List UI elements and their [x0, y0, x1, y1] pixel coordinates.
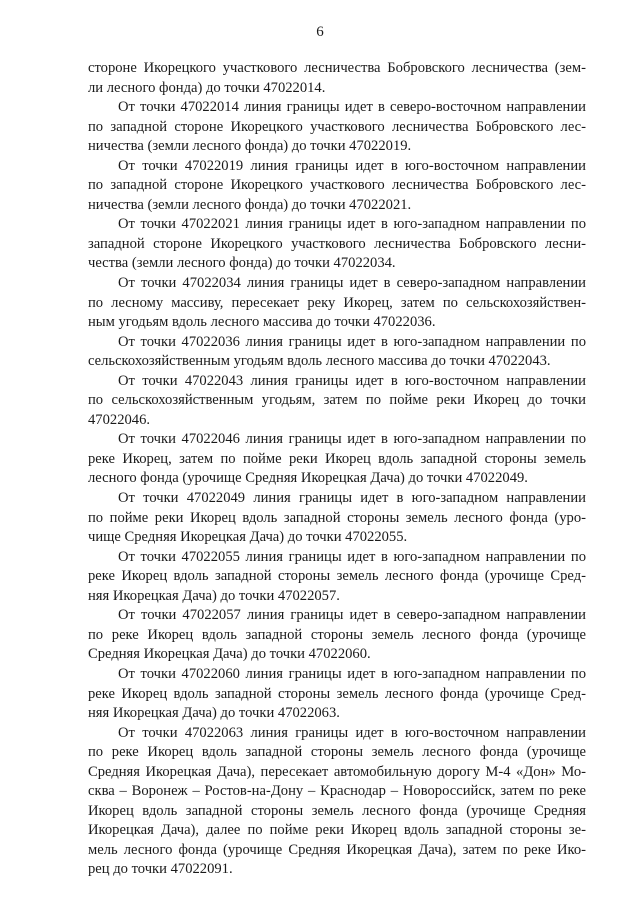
paragraph-line: западной стороне Икорецкого участкового лесничества Бобровского лесни-: [88, 235, 586, 252]
paragraph-line: лесного фонда (урочище Средняя Икорецкая Дача) до точки 47022049.: [88, 470, 528, 487]
paragraph-line: реке Икорец вдоль западной стороны земель лесного фонда (урочище Сред-: [88, 685, 586, 702]
paragraph: [88, 430, 586, 489]
paragraph: [88, 215, 586, 274]
paragraph-line: по реке Икорец вдоль западной стороны земель лесного фонда (урочище: [88, 626, 586, 643]
paragraph: [88, 333, 586, 372]
paragraph-line: От точки 47022021 линия границы идет в юго-западном направлении по: [118, 216, 586, 233]
paragraph: [88, 372, 586, 431]
paragraph-line: 47022046.: [88, 411, 151, 428]
paragraph-line: От точки 47022019 линия границы идет в юго-восточном направлении: [118, 157, 586, 174]
paragraph: [88, 489, 586, 548]
paragraph: [88, 548, 586, 607]
paragraph-line: От точки 47022063 линия границы идет в юго-восточном направлении: [118, 724, 586, 741]
paragraph: [88, 606, 586, 665]
paragraph-line: стороне Икорецкого участкового лесничества Бобровского лесничества (зем-: [88, 60, 586, 76]
paragraph-line: рец до точки 47022091.: [88, 861, 233, 878]
document-body: [88, 59, 586, 880]
paragraph-line: по лесному массиву, пересекает реку Икорец, затем по сельскохозяйствен-: [88, 294, 586, 311]
paragraph-line: ли лесного фонда) до точки 47022014.: [88, 79, 326, 96]
page-number: 6: [316, 24, 324, 40]
paragraph-line: От точки 47022014 линия границы идет в северо-восточном направлении: [118, 99, 586, 116]
paragraph-line: От точки 47022034 линия границы идет в северо-западном направлении: [118, 275, 586, 292]
paragraph-line: От точки 47022060 линия границы идет в юго-западном направлении по: [118, 665, 586, 682]
paragraph-line: Средняя Икорецкая Дача), пересекает автомобильную дорогу М-4 «Дон» Мо-: [88, 763, 586, 780]
paragraph-line: реке Икорец, затем по пойме реки Икорец вдоль западной стороны земель: [88, 450, 586, 467]
paragraph: [88, 665, 586, 724]
paragraph-line: по западной стороне Икорецкого участкового лесничества Бобровского лес-: [88, 118, 586, 135]
paragraph: [88, 724, 586, 880]
paragraph: [88, 157, 586, 216]
paragraph-line: Средняя Икорецкая Дача) до точки 47022060.: [88, 646, 371, 663]
paragraph-line: От точки 47022057 линия границы идет в северо-западном направлении: [118, 607, 586, 624]
paragraph: [88, 274, 586, 333]
paragraph: [88, 98, 586, 157]
paragraph-line: Икорецкая Дача), далее по пойме реки Икорец вдоль западной стороны зе-: [88, 822, 586, 839]
paragraph-line: няя Икорецкая Дача) до точки 47022057.: [88, 587, 340, 604]
paragraph-line: по пойме реки Икорец вдоль западной стороны земель лесного фонда (уро-: [88, 509, 586, 526]
paragraph-line: Икорец вдоль западной стороны земель лесного фонда (урочище Средняя: [88, 802, 586, 819]
paragraph-line: От точки 47022046 линия границы идет в юго-западном направлении по: [118, 431, 586, 448]
paragraph-line: чества (земли лесного фонда) до точки 47022034.: [88, 255, 396, 272]
paragraph: [88, 59, 586, 98]
paragraph-line: От точки 47022043 линия границы идет в юго-восточном направлении: [118, 372, 586, 389]
paragraph-line: реке Икорец вдоль западной стороны земель лесного фонда (урочище Сред-: [88, 568, 586, 585]
paragraph-line: чище Средняя Икорецкая Дача) до точки 47022055.: [88, 529, 408, 546]
paragraph-line: по сельскохозяйственным угодьям, затем по пойме реки Икорец до точки: [88, 392, 586, 409]
paragraph-line: От точки 47022055 линия границы идет в юго-западном направлении по: [118, 548, 586, 565]
paragraph-line: ным угодьям вдоль лесного массива до точки 47022036.: [88, 314, 436, 331]
paragraph-line: няя Икорецкая Дача) до точки 47022063.: [88, 705, 340, 722]
paragraph-line: От точки 47022049 линия границы идет в юго-западном направлении: [118, 490, 586, 507]
paragraph-line: по западной стороне Икорецкого участкового лесничества Бобровского лес-: [88, 177, 586, 194]
paragraph-line: сква – Воронеж – Ростов-на-Дону – Краснодар – Новороссийск, затем по реке: [88, 783, 586, 800]
paragraph-line: ничества (земли лесного фонда) до точки 47022019.: [88, 138, 412, 155]
paragraph-line: мель лесного фонда (урочище Средняя Икорецкая Дача), затем по реке Ико-: [88, 841, 586, 858]
paragraph-line: по реке Икорец вдоль западной стороны земель лесного фонда (урочище: [88, 744, 586, 761]
paragraph-line: сельскохозяйственным угодьям вдоль лесного массива до точки 47022043.: [88, 353, 551, 370]
paragraph-line: От точки 47022036 линия границы идет в юго-западном направлении по: [118, 333, 586, 350]
paragraph-line: ничества (земли лесного фонда) до точки 47022021.: [88, 196, 412, 213]
